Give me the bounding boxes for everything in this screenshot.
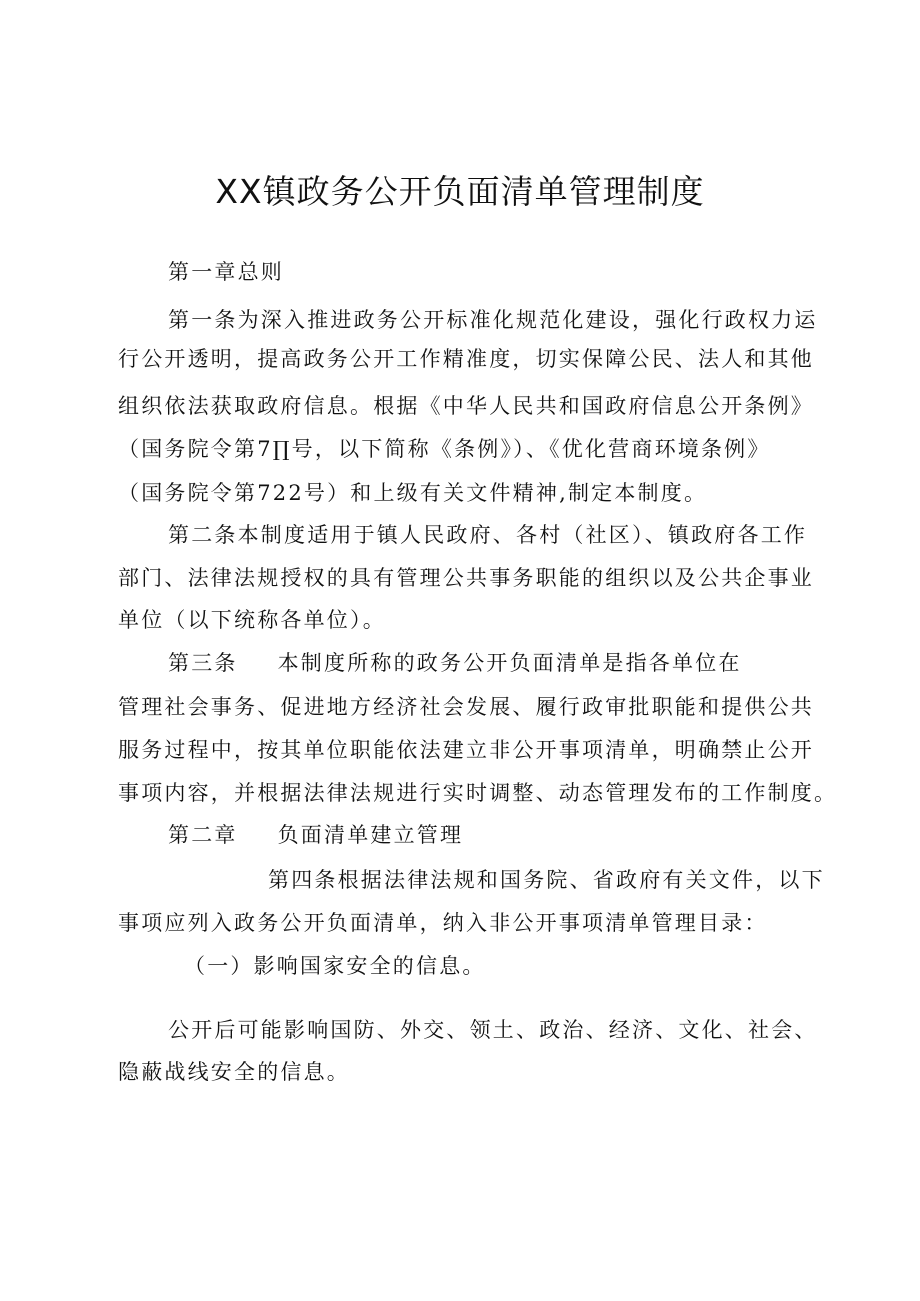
art3-first: 本制度所称的政务公开负面清单是指各单位在	[277, 651, 742, 675]
art2-line-1: 第二条本制度适用于镇人民政府、各村（社区）、镇政府各工作	[168, 523, 808, 547]
art1-line-3: 组织依法获取政府信息。根据《中华人民共和国政府信息公开条例》	[118, 394, 814, 418]
art3-line-4: 事项内容，并根据法律法规进行实时调整、动态管理发布的工作制度。	[118, 781, 838, 805]
art1-line-4: （国务院令第7∏号，以下简称《条例》）、《优化营商环境条例》	[118, 437, 771, 461]
art3-line-3: 服务过程中，按其单位职能依法建立非公开事项清单，明确禁止公开	[118, 738, 814, 762]
item1-desc-line-2: 隐蔽战线安全的信息。	[118, 1060, 350, 1084]
art3-line-2: 管理社会事务、促进地方经济社会发展、履行政审批职能和提供公共	[118, 695, 814, 719]
art2-line-3: 单位（以下统称各单位）。	[118, 608, 386, 632]
art4-line-2: 事项应列入政务公开负面清单，纳入非公开事项清单管理目录：	[118, 911, 768, 935]
art2-line-2: 部门、法律法规授权的具有管理公共事务职能的组织以及公共企事业	[118, 566, 814, 590]
item1-heading: （一）影响国家安全的信息。	[184, 954, 486, 978]
item1-desc-line-1: 公开后可能影响国防、外交、领土、政治、经济、文化、社会、	[168, 1018, 818, 1042]
art1-line-5: （国务院令第722号）和上级有关文件精神,制定本制度。	[118, 481, 708, 505]
art3-line-1	[168, 648, 742, 678]
document-title: XX镇政务公开负面清单管理制度	[215, 172, 705, 211]
art1-line-1: 第一条为深入推进政务公开标准化规范化建设，强化行政权力运	[168, 308, 818, 332]
art4-line-1: 第四条根据法律法规和国务院、省政府有关文件，以下	[268, 868, 825, 892]
art3-label: 第三条	[168, 651, 238, 675]
chapter2-title: 负面清单建立管理	[277, 823, 464, 847]
chapter2-heading	[168, 820, 463, 850]
chapter2-label: 第二章	[168, 823, 238, 847]
art1-line-2: 行公开透明，提高政务公开工作精准度，切实保障公民、法人和其他	[118, 347, 814, 371]
chapter1-heading: 第一章总则	[168, 260, 284, 284]
